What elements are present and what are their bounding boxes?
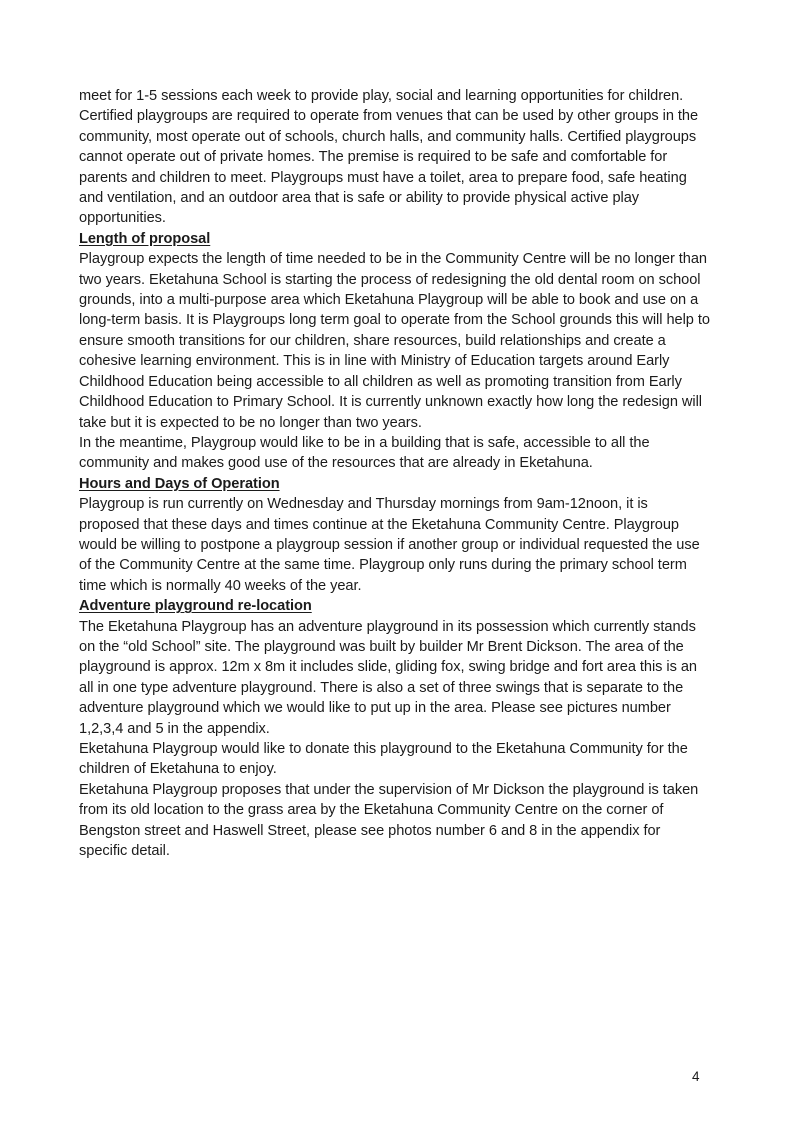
- intro-continued-paragraph: meet for 1-5 sessions each week to provide play, social and learning opportunities for children.: [79, 88, 684, 104]
- document-body: [79, 86, 711, 861]
- length-of-proposal-paragraph: Playgroup expects the length of time needed to be in the Community Centre will be no longer than two years. Eketahuna School is starting the process of redesigning the old dental room on school grounds, into a multi-purpose area which Eketahuna Playgroup will be able to book and use on a long-term basis. It is Playgroups long term goal to operate from the School grounds this will help to ensure smooth transitions for our children, share resources, build relationships and create a cohesive learning environment. This is in line with Ministry of Education targets around Early Childhood Education being accessible to all children as well as promoting transition from Early Childhood Education to Primary School. It is currently unknown exactly how long the redesign will take but it is expected to be no longer than two years.: [79, 251, 710, 431]
- venue-requirements-paragraph: Certified playgroups are required to operate from venues that can be used by other groups in the community, most operate out of schools, church halls, and community halls. Certified playgroups cannot operate out of private homes. The premise is required to be safe and comfortable for parents and children to meet. Playgroups must have a toilet, area to prepare food, safe heating and ventilation, and an outdoor area that is safe or ability to provide physical active play opportunities.: [79, 108, 699, 227]
- meantime-paragraph: In the meantime, Playgroup would like to be in a building that is safe, accessible to all the community and makes good use of the resources that are already in Eketahuna.: [79, 434, 650, 472]
- adventure-playground-paragraph: The Eketahuna Playgroup has an adventure playground in its possession which currently stands on the “old School” site. The playground was built by builder Mr Brent Dickson. The area of the playground is approx. 12m x 8m it includes slide, gliding fox, swing bridge and fort area this is an all in one type adventure playground. There is also a set of three swings that is separate to the adventure playground which we would like to put up in the area. Please see pictures number 1,2,3,4 and 5 in the appendix.: [79, 618, 698, 737]
- length-of-proposal-heading: Length of proposal: [79, 230, 211, 247]
- adventure-playground-heading: Adventure playground re-location: [79, 598, 312, 615]
- hours-and-days-paragraph: Playgroup is run currently on Wednesday and Thursday mornings from 9am-12noon, it is proposed that these days and times continue at the Eketahuna Community Centre. Playgroup would be willing to postpone a playgroup session if another group or individual requested the use of the Community Centre at the same time. Playgroup only runs during the primary school term time which is normally 40 weeks of the year.: [79, 496, 700, 594]
- hours-and-days-heading: Hours and Days of Operation: [79, 475, 280, 492]
- relocation-proposal-paragraph: Eketahuna Playgroup proposes that under the supervision of Mr Dickson the playground is taken from its old location to the grass area by the Eketahuna Community Centre on the corner of Bengston street and Haswell Street, please see photos number 6 and 8 in the appendix for specific detail.: [79, 781, 699, 860]
- page-number: 4: [692, 1069, 700, 1084]
- donation-paragraph: Eketahuna Playgroup would like to donate this playground to the Eketahuna Community for the children of Eketahuna to enjoy.: [79, 741, 688, 778]
